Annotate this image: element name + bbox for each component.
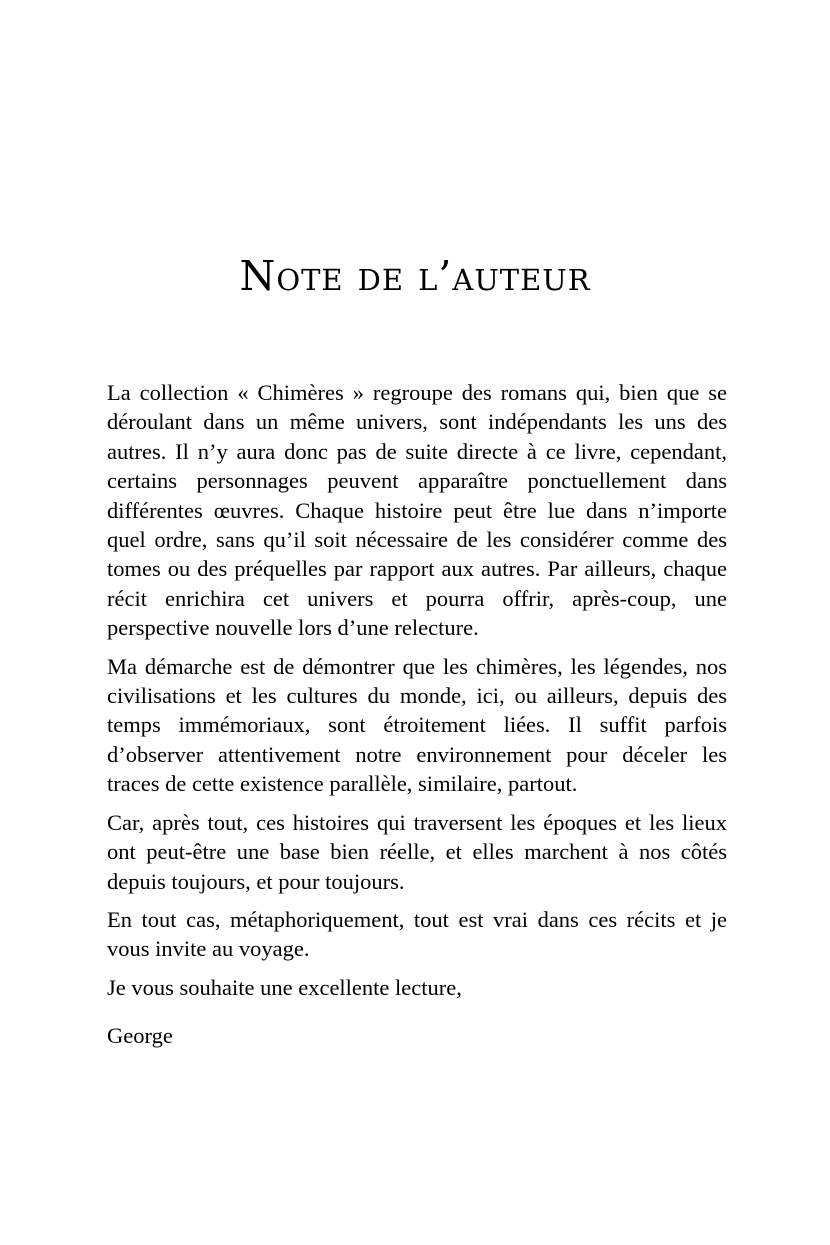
paragraph-stories: Car, après tout, ces histoires qui traversent les époques et les lieux ont peut-être une base bien réelle, et elles marchent à nos côtés depuis toujours, et pour toujours. bbox=[107, 809, 727, 894]
author-note-body bbox=[107, 378, 727, 1011]
signature: George bbox=[107, 1023, 173, 1048]
paragraph-closing: Je vous souhaite une excellente lecture, bbox=[107, 974, 462, 1000]
paragraph-invitation: En tout cas, métaphoriquement, tout est vrai dans ces récits et je vous invite au voyage. bbox=[107, 906, 727, 962]
paragraph-approach: Ma démarche est de démontrer que les chimères, les légendes, nos civilisations et les cultures du monde, ici, ou ailleurs, depuis des temps immémoriaux, sont étroitement liées. Il suffit parfois d’observer attentivement notre environnement pour déceler les traces de cette existence parallèle, similaire, partout. bbox=[107, 653, 727, 797]
paragraph-collection: La collection « Chimères » regroupe des romans qui, bien que se déroulant dans un même univers, sont indépendants les uns des autres. Il n’y aura donc pas de suite directe à ce livre, cependant, certains personnages peuvent apparaître ponctuellement dans différentes œuvres. Chaque histoire peut être lue dans n’importe quel ordre, sans qu’il soit nécessaire de les considérer comme des tomes ou des préquelles par rapport aux autres. Par ailleurs, chaque récit enrichira cet univers et pourra offrir, après-coup, une perspective nouvelle lors d’une relecture. bbox=[107, 380, 727, 641]
page-title: Note de l’auteur bbox=[239, 252, 591, 300]
